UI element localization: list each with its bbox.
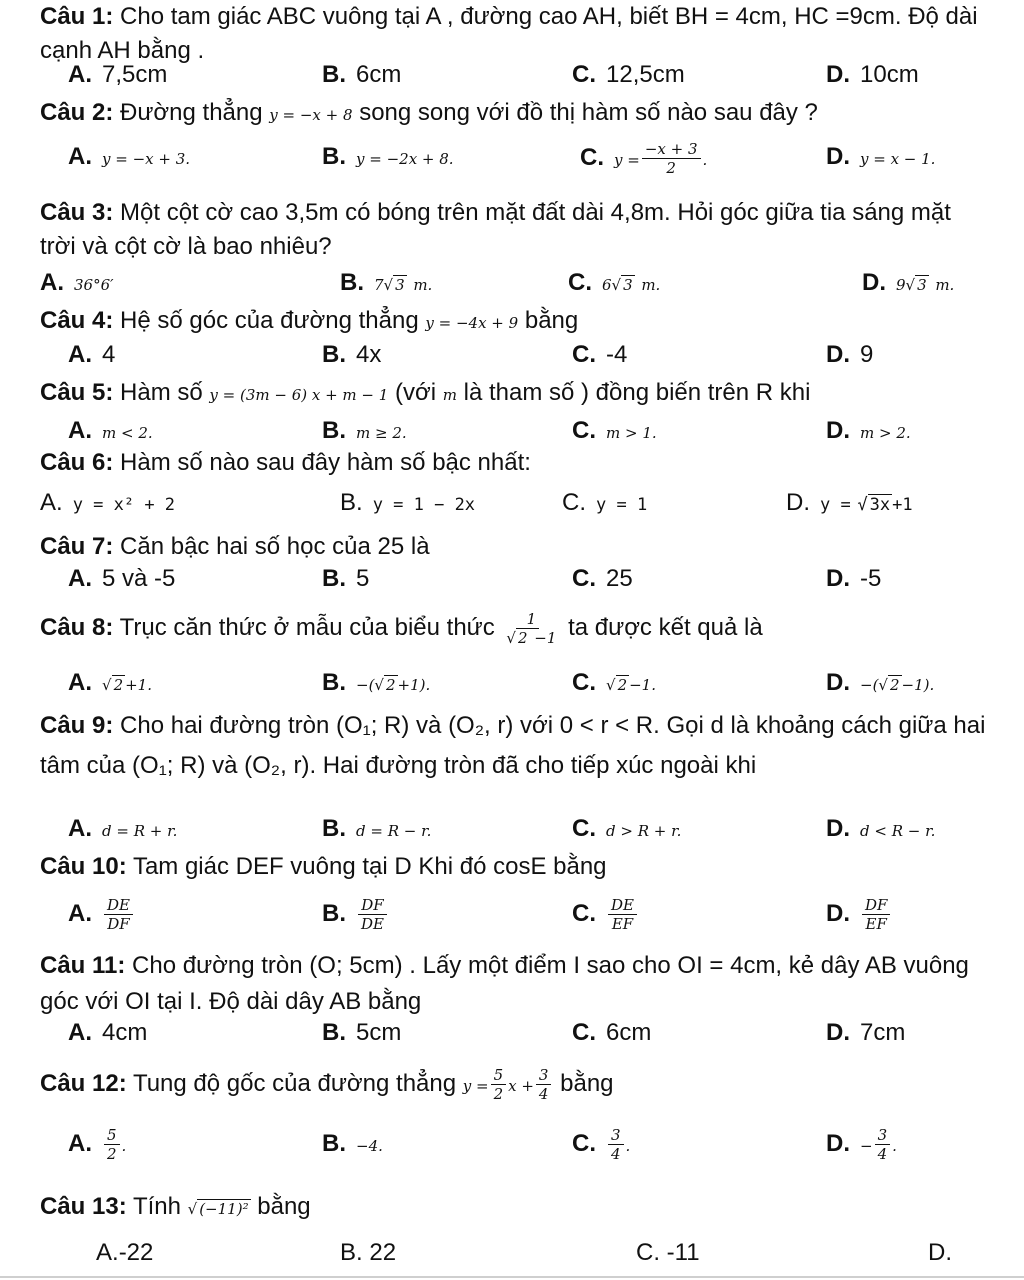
option-d[interactable]: D. 9√ 3 m. xyxy=(862,269,955,296)
option-b[interactable]: B. −4. xyxy=(322,1130,383,1157)
equation: y = −x + 8 xyxy=(269,106,353,124)
option-c[interactable]: C. $\frac{DE}{EF}$ xyxy=(572,890,639,938)
option-a[interactable]: A. 4 xyxy=(68,341,116,368)
question-3 xyxy=(40,196,990,264)
option-d[interactable]: D. − $\frac{3}{4}$ . xyxy=(826,1126,897,1164)
question-label: Câu 12: xyxy=(40,1070,127,1097)
option-b[interactable]: B. d = R − r. xyxy=(322,815,432,842)
option-c[interactable]: C. 12,5cm xyxy=(572,61,685,88)
option-c[interactable]: C. y = $\frac{-x + 3}{2}$ . xyxy=(580,140,708,177)
option-b[interactable]: B. 6cm xyxy=(322,61,402,88)
option-a[interactable]: A. 7,5cm xyxy=(68,61,168,88)
options-row-2 xyxy=(0,140,1024,177)
question-label: Câu 10: xyxy=(40,853,127,880)
question-text: Tam giác DEF vuông tại D Khi đó cosE bằng xyxy=(132,853,607,880)
option-a[interactable]: A.-22 xyxy=(96,1239,154,1266)
options-row-8 xyxy=(0,666,1024,700)
option-a[interactable]: A. y = x² + 2 xyxy=(40,489,176,516)
option-c[interactable]: C. $\frac{3}{4}$ . xyxy=(572,1126,631,1164)
option-d[interactable]: D. 9 xyxy=(826,341,874,368)
option-d[interactable]: D. $\frac{DF}{EF}$ xyxy=(826,890,892,938)
question-label: Câu 3: xyxy=(40,199,114,226)
option-d[interactable]: D. y = √ 3x +1 xyxy=(786,489,913,516)
options-row-13 xyxy=(0,1236,1024,1270)
question-label: Câu 4: xyxy=(40,307,114,334)
option-d[interactable]: D. m > 2. xyxy=(826,417,911,444)
option-b[interactable]: B. m ≥ 2. xyxy=(322,417,407,444)
option-a[interactable]: A. 5 và -5 xyxy=(68,565,176,592)
options-row-3 xyxy=(0,266,1024,300)
question-label: Câu 7: xyxy=(40,533,114,560)
options-row-12 xyxy=(0,1118,1024,1170)
question-8: Câu 8: Trục căn thức ở mẫu của biểu thức $\frac{1}{√ 2 -1}$ ta được kết quả là xyxy=(40,610,763,648)
option-a[interactable]: A. $\frac{5}{2}$ . xyxy=(68,1126,127,1164)
question-label: Câu 13: xyxy=(40,1193,127,1220)
options-row-5 xyxy=(0,414,1024,448)
question-label: Câu 11: xyxy=(40,952,126,979)
option-b[interactable]: B. 22 xyxy=(340,1239,397,1266)
option-d[interactable]: D. xyxy=(928,1239,952,1266)
option-d[interactable]: D. 7cm xyxy=(826,1019,906,1046)
option-b[interactable]: B. $\frac{DF}{DE}$ xyxy=(322,890,389,938)
option-b[interactable]: B. y = −2x + 8. xyxy=(322,143,454,170)
question-label: Câu 5: xyxy=(40,379,114,406)
question-4: Câu 4: Hệ số góc của đường thẳng y = −4x + 9 bằng xyxy=(40,307,579,334)
option-b[interactable]: B. y = 1 − 2x xyxy=(340,489,476,516)
option-d[interactable]: D. −(√ 2 −1). xyxy=(826,669,935,696)
question-label: Câu 1: xyxy=(40,3,114,30)
question-label: Câu 6: xyxy=(40,449,114,476)
option-c[interactable]: C. √ 2 −1. xyxy=(572,669,656,696)
equation: y = (3m − 6) x + m − 1 xyxy=(209,386,389,404)
option-c[interactable]: C. -4 xyxy=(572,341,628,368)
question-text: Một cột cờ cao 3,5m có bóng trên mặt đất dài 4,8m. Hỏi góc giữa tia sáng mặt trời và cột cờ là bao nhiêu? xyxy=(40,199,951,260)
question-11 xyxy=(40,948,990,1020)
question-10 xyxy=(40,850,990,884)
option-b[interactable]: B. 5 xyxy=(322,565,370,592)
option-b[interactable]: B. −(√ 2 +1). xyxy=(322,669,431,696)
option-a[interactable]: A. d = R + r. xyxy=(68,815,178,842)
question-7 xyxy=(40,530,990,564)
question-label: Câu 2: xyxy=(40,99,114,126)
option-c[interactable]: C. 25 xyxy=(572,565,633,592)
question-text: Cho hai đường tròn (O₁; R) và (O₂, r) với 0 < r < R. Gọi d là khoảng cách giữa hai tâm của (O₁; R) và (O₂, r). Hai đường tròn đã cho tiếp xúc ngoài khi xyxy=(40,712,986,779)
question-label: Câu 8: xyxy=(40,614,114,641)
option-c[interactable]: C. 6cm xyxy=(572,1019,652,1046)
question-text: Căn bậc hai số học của 25 là xyxy=(120,533,430,560)
question-12: Câu 12: Tung độ gốc của đường thẳng y = $\frac{5}{2}$ x + $\frac{3}{4}$ bằng xyxy=(40,1066,614,1104)
options-row-9 xyxy=(0,812,1024,846)
option-d[interactable]: D. -5 xyxy=(826,565,882,592)
question-5: Câu 5: Hàm số y = (3m − 6) x + m − 1 (với m là tham số ) đồng biến trên R khi xyxy=(40,379,811,406)
option-d[interactable]: D. y = x − 1. xyxy=(826,143,936,170)
option-c[interactable]: C. d > R + r. xyxy=(572,815,682,842)
option-b[interactable]: B. 5cm xyxy=(322,1019,402,1046)
question-text: Cho đường tròn (O; 5cm) . Lấy một điểm I sao cho OI = 4cm, kẻ dây AB vuông góc với OI tại I. Độ dài dây AB bằng xyxy=(40,952,969,1015)
option-c[interactable]: C. m > 1. xyxy=(572,417,657,444)
option-b[interactable]: B. 7√ 3 m. xyxy=(340,269,433,296)
option-a[interactable]: A. 4cm xyxy=(68,1019,148,1046)
question-label: Câu 9: xyxy=(40,712,114,739)
question-9 xyxy=(40,706,990,786)
option-a[interactable]: A. m < 2. xyxy=(68,417,153,444)
option-a[interactable]: A. $\frac{DE}{DF}$ xyxy=(68,890,135,938)
option-c[interactable]: C. 6√ 3 m. xyxy=(568,269,661,296)
options-row-11 xyxy=(0,1016,1024,1050)
equation: y = −4x + 9 xyxy=(425,314,519,332)
options-row-7 xyxy=(0,562,1024,596)
option-b[interactable]: B. 4x xyxy=(322,341,382,368)
question-2: Câu 2: Đường thẳng y = −x + 8 song song với đồ thị hàm số nào sau đây ? xyxy=(40,99,818,126)
option-a[interactable]: A. y = −x + 3. xyxy=(68,143,191,170)
square-root: √ (−11)² xyxy=(187,1200,249,1218)
question-6 xyxy=(40,446,990,480)
option-a[interactable]: A. √ 2 +1. xyxy=(68,669,152,696)
page-bottom-divider xyxy=(0,1276,1024,1278)
options-row-4 xyxy=(0,338,1024,372)
question-text: Cho tam giác ABC vuông tại A , đường cao AH, biết BH = 4cm, HC =9cm. Độ dài cạnh AH bằng . xyxy=(40,3,978,64)
fraction: $\frac{1}{√ 2 -1}$ xyxy=(506,610,557,648)
question-text: Hàm số nào sau đây hàm số bậc nhất: xyxy=(120,449,531,476)
option-d[interactable]: D. d < R − r. xyxy=(826,815,936,842)
options-row-10 xyxy=(0,890,1024,938)
options-row-1 xyxy=(0,58,1024,92)
option-c[interactable]: C. y = 1 xyxy=(562,489,648,516)
question-13: Câu 13: Tính √ (−11)² bằng xyxy=(40,1190,990,1226)
option-d[interactable]: D. 10cm xyxy=(826,61,919,88)
option-c[interactable]: C. -11 xyxy=(636,1239,700,1266)
options-row-6 xyxy=(0,486,1024,520)
option-a[interactable]: A. 36°6′ xyxy=(40,269,114,296)
